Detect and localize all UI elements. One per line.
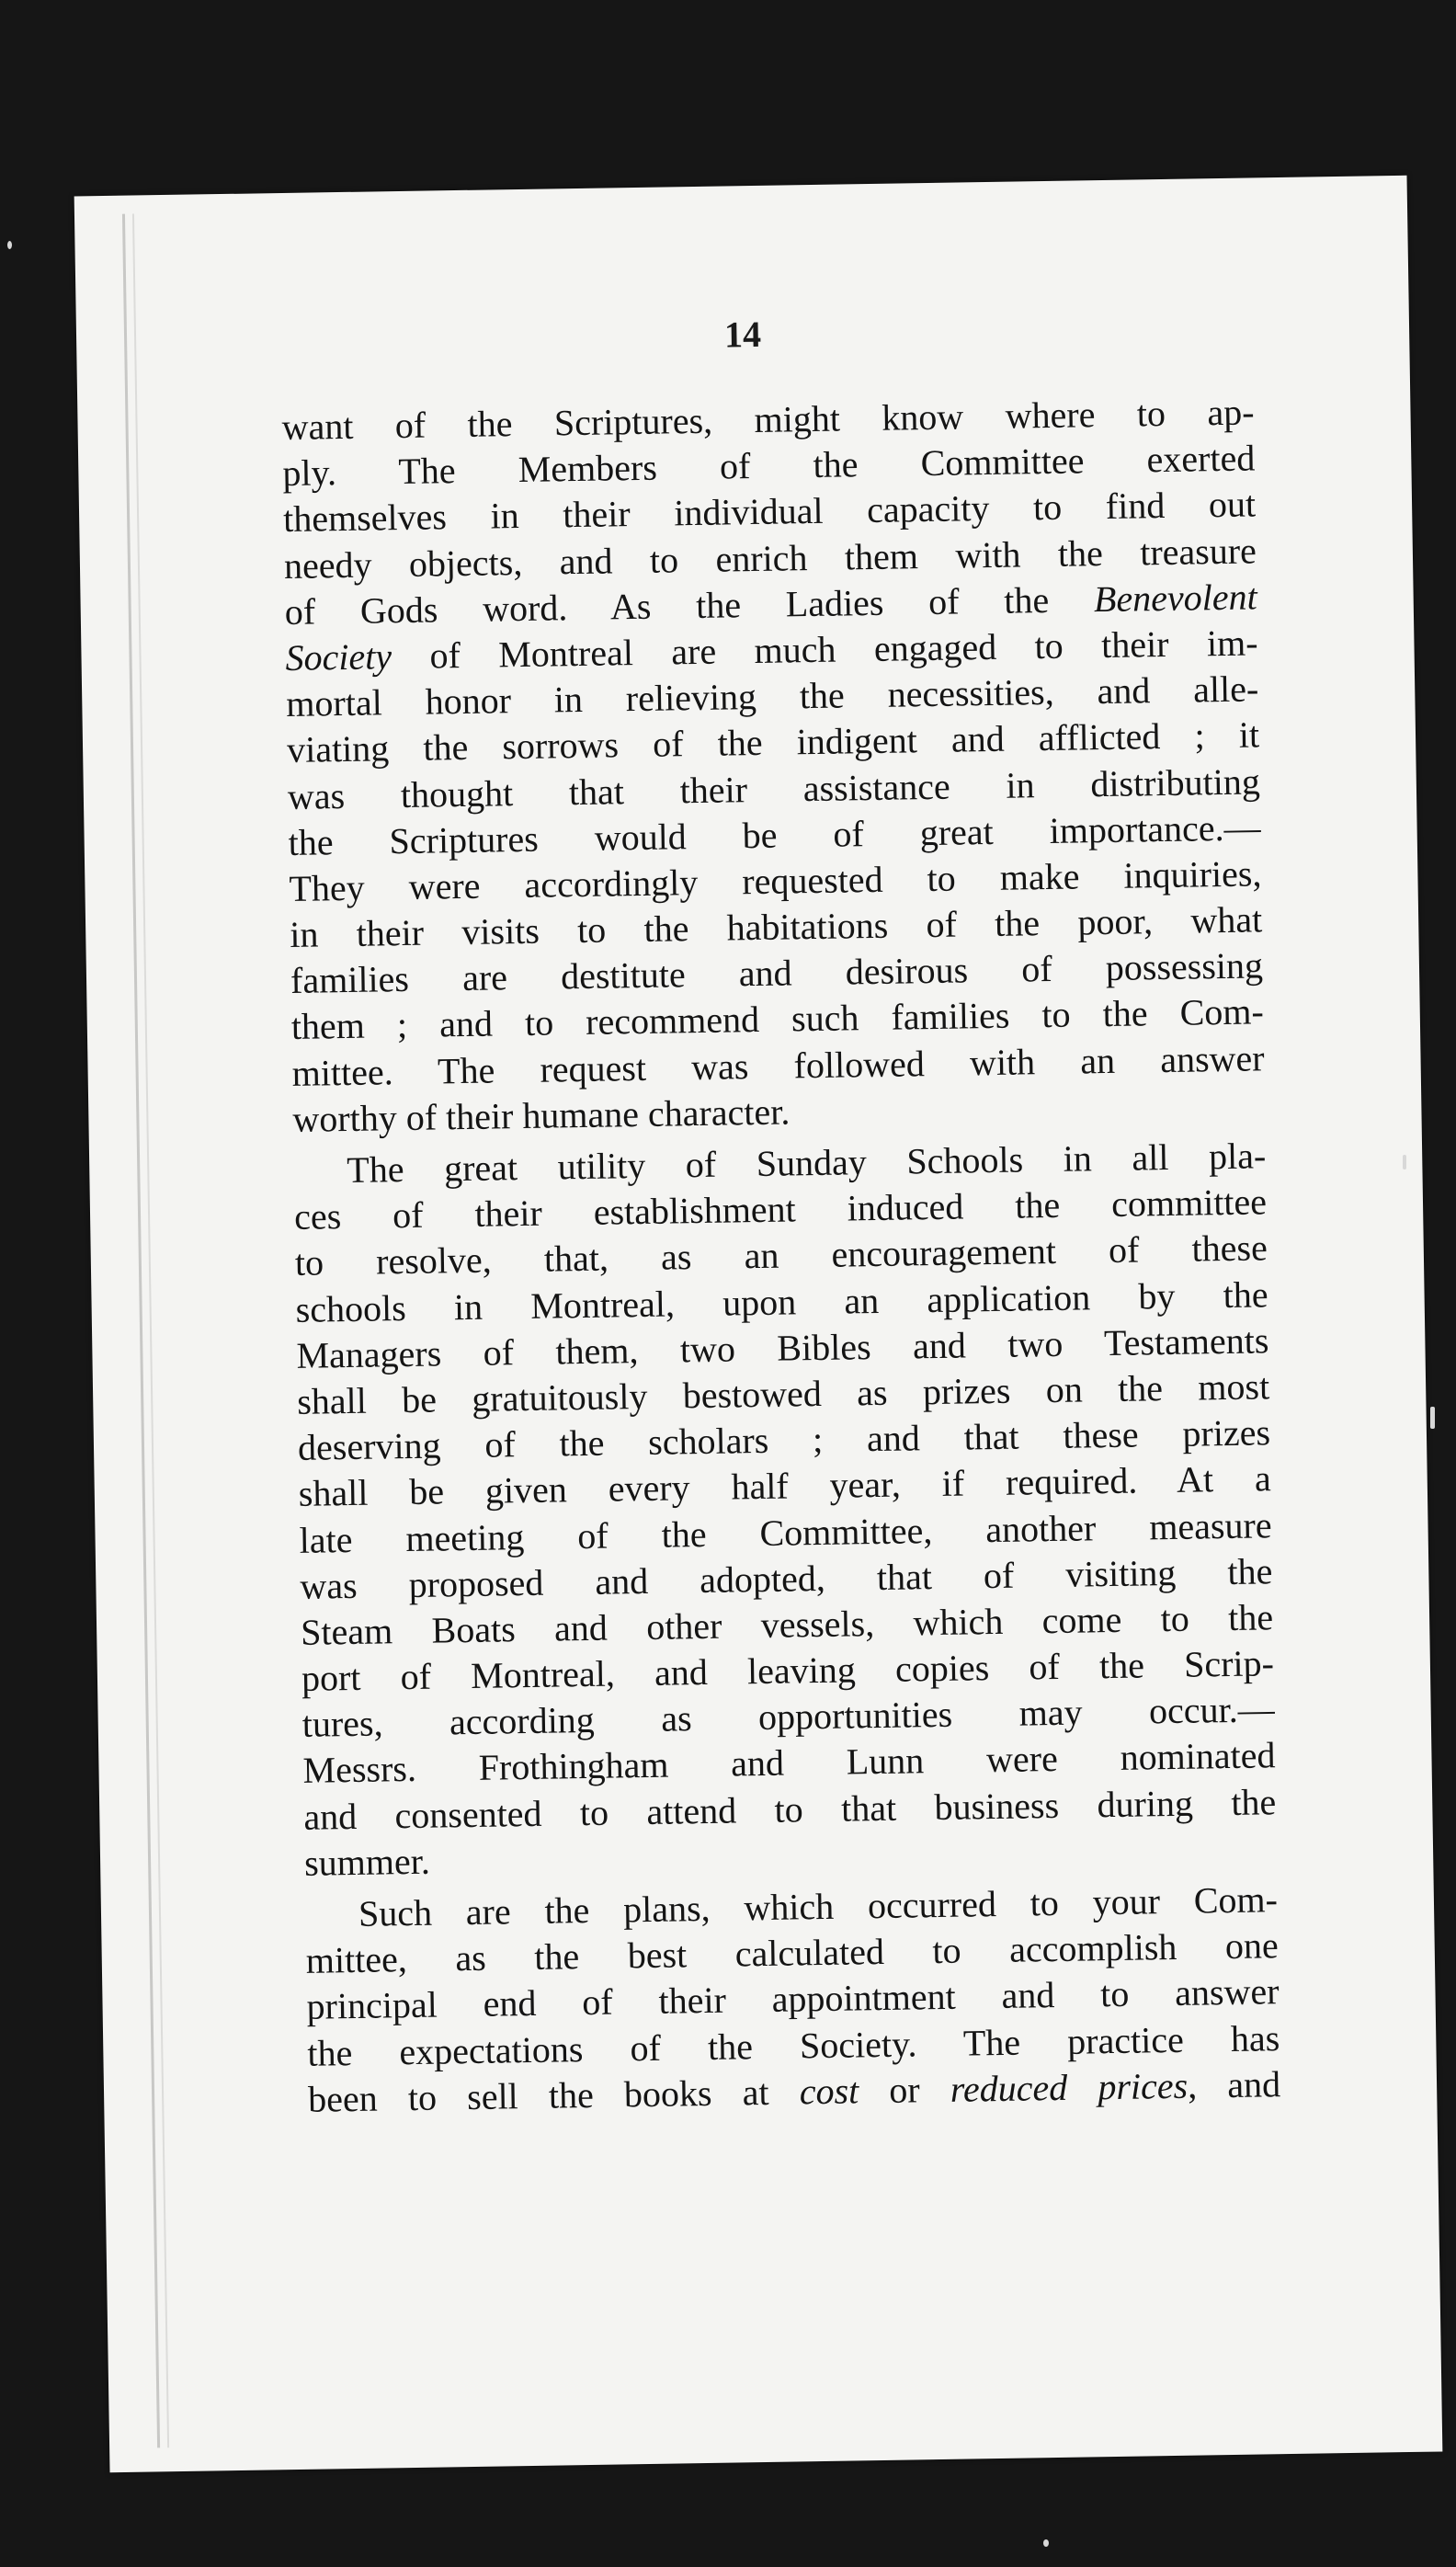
- text-run: mittee. The request was followed with an answer: [291, 1036, 1265, 1094]
- scan-speck: [1403, 1155, 1406, 1169]
- text-run: Steam Boats and other vessels, which come to the: [300, 1596, 1274, 1653]
- text-run: late meeting of the Committee, another measure: [299, 1503, 1272, 1561]
- text-run: mittee, as the best calculated to accomplish one: [305, 1924, 1280, 1982]
- italic-phrase: Benevolent: [1093, 576, 1257, 620]
- text-run: Messrs. Frothingham and Lunn were nominated: [302, 1734, 1276, 1792]
- text-run: families are destitute and desirous of possessing: [290, 944, 1264, 1002]
- text-run: and consented to attend to that business during the: [303, 1780, 1277, 1838]
- text-run: They were accordingly requested to make inquiries,: [289, 852, 1262, 909]
- text-run: Such are the plans, which occurred to your Com-: [358, 1878, 1279, 1934]
- text-run: deserving of the scholars ; and that these prizes: [297, 1411, 1271, 1469]
- text-run: tures, according as opportunities may occur.—: [301, 1688, 1276, 1746]
- scan-speck: [1430, 1407, 1435, 1429]
- text-run: themselves in their individual capacity to find out: [282, 483, 1257, 541]
- italic-phrase: reduced prices: [950, 2064, 1189, 2110]
- text-run: The great utility of Sunday Schools in all pla-: [346, 1135, 1267, 1192]
- page-binding-edge: [122, 214, 169, 2448]
- text-run: summer.: [303, 1840, 431, 1884]
- body-text: [281, 389, 1280, 2122]
- text-run: was proposed and adopted, that of visiting the: [300, 1549, 1273, 1607]
- text-run: the expectations of the Society. The practice has: [307, 2016, 1280, 2074]
- text-run: , and: [1187, 2062, 1281, 2106]
- text-run: mortal honor in relieving the necessities, and alle-: [285, 667, 1259, 725]
- text-run: shall be gratuitously bestowed as prizes on the most: [296, 1365, 1270, 1422]
- text-run: the Scriptures would be of great importance.—: [288, 806, 1261, 863]
- text-run: ces of their establishment induced the committee: [293, 1181, 1268, 1238]
- text-run: been to sell the books at: [307, 2071, 801, 2120]
- text-run: schools in Montreal, upon an application by the: [295, 1272, 1268, 1330]
- text-run: want of the Scriptures, might know where to ap-: [281, 391, 1255, 449]
- text-run: ply. The Members of the Committee exerted: [282, 437, 1256, 495]
- text-run: of Gods word. As the Ladies of the: [284, 577, 1095, 633]
- page-number: 14: [723, 313, 762, 356]
- text-run: to resolve, that, as an encouragement of these: [294, 1226, 1268, 1284]
- scan-speck: [7, 241, 12, 249]
- text-run: was thought that their assistance in distributing: [287, 759, 1261, 817]
- text-run: or: [858, 2068, 951, 2112]
- text-run: needy objects, and to enrich them with the treasure: [283, 529, 1257, 587]
- text-run: port of Montreal, and leaving copies of the Scrip-: [301, 1642, 1275, 1699]
- text-run: in their visits to the habitations of the poor, what: [289, 898, 1263, 956]
- text-run: them ; and to recommend such families to the Com-: [290, 990, 1265, 1048]
- text-run: viating the sorrows of the indigent and afflicted ; it: [286, 713, 1260, 771]
- text-run: of Montreal are much engaged to their im-: [391, 622, 1258, 678]
- italic-phrase: Society: [285, 635, 392, 679]
- italic-phrase: cost: [799, 2070, 859, 2113]
- book-page: [74, 176, 1443, 2472]
- text-run: worthy of their humane character.: [292, 1090, 791, 1140]
- text-run: Managers of them, two Bibles and two Testaments: [296, 1319, 1269, 1376]
- scan-speck: [1043, 2539, 1049, 2547]
- text-run: principal end of their appointment and to answer: [306, 1970, 1280, 2028]
- text-run: shall be given every half year, if required. At a: [298, 1457, 1272, 1515]
